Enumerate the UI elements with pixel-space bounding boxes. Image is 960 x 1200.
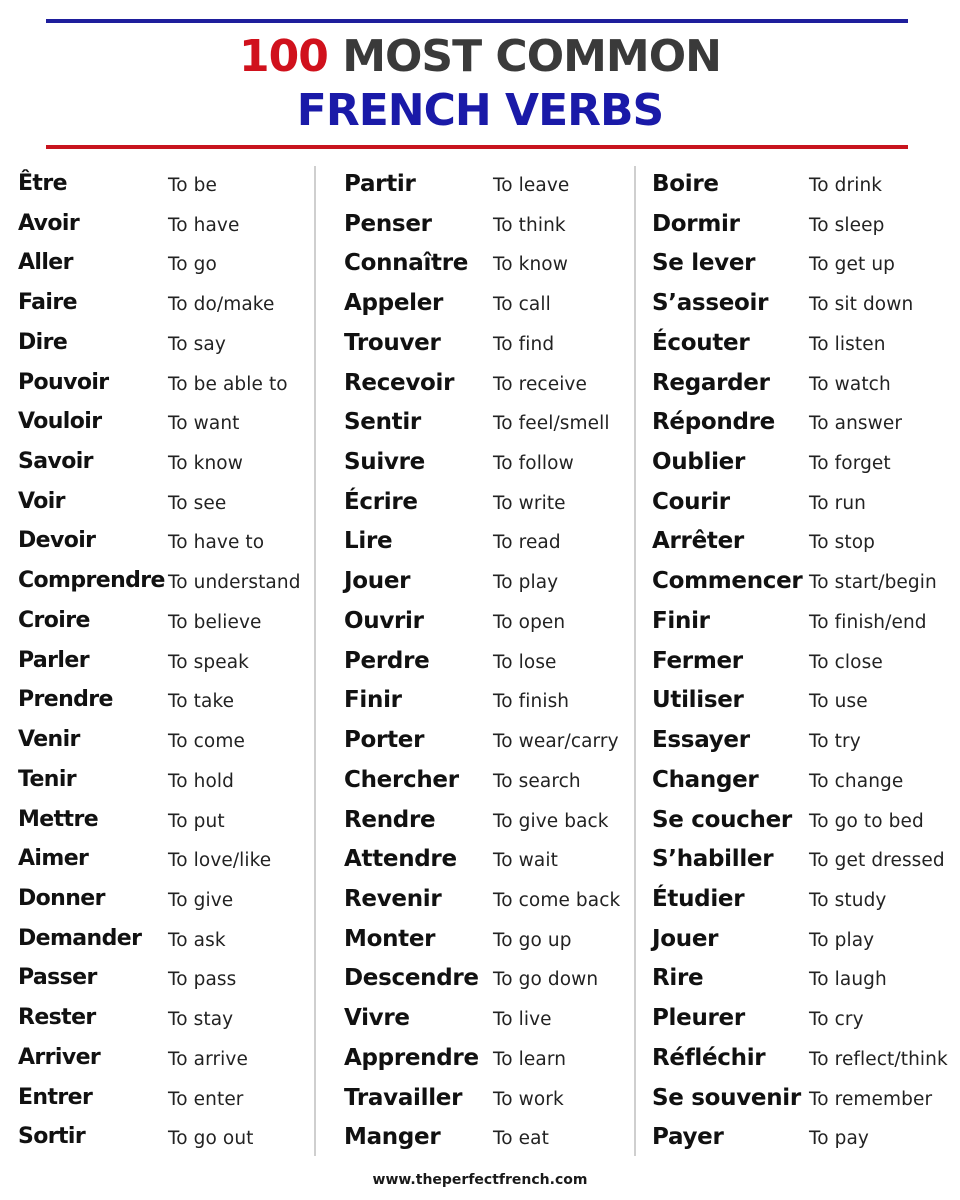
verb-row (18, 601, 312, 641)
verb-row (652, 363, 952, 403)
verb-row (18, 363, 312, 403)
english-translation: To get dressed (809, 850, 945, 872)
verb-row (344, 839, 630, 879)
verb-row (344, 1038, 630, 1078)
verb-row (18, 323, 312, 363)
english-translation: To reflect/think (809, 1048, 948, 1070)
verb-row (344, 323, 630, 363)
verb-row (344, 402, 630, 442)
verb-row (652, 1038, 952, 1078)
french-verb: Se coucher (652, 806, 792, 833)
english-translation: To have to (168, 532, 265, 554)
english-translation: To follow (493, 453, 574, 475)
english-translation: To finish (493, 691, 570, 713)
french-verb: Rendre (344, 806, 436, 833)
verb-row (652, 1117, 952, 1157)
verb-row (18, 760, 312, 800)
verb-column-2 (344, 164, 630, 1157)
french-verb: Attendre (344, 846, 457, 873)
french-verb: Lire (344, 528, 393, 555)
english-translation: To ask (168, 929, 226, 951)
verb-row (344, 204, 630, 244)
french-verb: Répondre (652, 409, 775, 436)
french-verb: Essayer (652, 727, 750, 754)
english-translation: To stay (168, 1009, 234, 1031)
verb-row (652, 164, 952, 204)
verb-row (652, 1078, 952, 1118)
french-verb: Sentir (344, 409, 421, 436)
french-verb: Arrêter (652, 528, 744, 555)
english-translation: To work (493, 1088, 564, 1110)
english-translation: To try (809, 731, 861, 753)
verb-row (344, 800, 630, 840)
english-translation: To start/begin (809, 572, 937, 594)
english-translation: To close (809, 651, 883, 673)
verb-row (18, 1117, 312, 1157)
french-verb: Donner (18, 885, 105, 911)
verb-row (344, 521, 630, 561)
french-verb: Commencer (652, 568, 803, 595)
english-translation: To receive (493, 373, 587, 395)
verb-row (344, 1117, 630, 1157)
french-verb: Vouloir (18, 409, 102, 435)
verb-row (344, 1078, 630, 1118)
english-translation: To sleep (809, 214, 885, 236)
english-translation: To change (809, 770, 904, 792)
top-rule (46, 19, 908, 23)
column-divider (634, 166, 636, 1156)
verb-row (344, 283, 630, 323)
french-verb: Arriver (18, 1044, 101, 1070)
english-translation: To think (493, 214, 566, 236)
english-translation: To use (809, 691, 868, 713)
french-verb: Jouer (652, 925, 719, 952)
verb-row (344, 164, 630, 204)
english-translation: To pass (168, 969, 237, 991)
english-translation: To understand (168, 572, 301, 594)
verb-row (652, 561, 952, 601)
french-verb: Croire (18, 607, 90, 633)
english-translation: To give back (493, 810, 609, 832)
english-translation: To know (168, 453, 243, 475)
english-translation: To speak (168, 651, 249, 673)
verb-row (652, 442, 952, 482)
verb-row (18, 800, 312, 840)
french-verb: Étudier (652, 885, 745, 912)
english-translation: To go down (493, 969, 599, 991)
verb-row (652, 482, 952, 522)
french-verb: Être (18, 171, 67, 196)
english-translation: To lose (493, 651, 557, 673)
english-translation: To have (168, 214, 240, 236)
french-verb: Sortir (18, 1124, 86, 1150)
french-verb: Finir (652, 607, 710, 634)
english-translation: To sit down (809, 294, 914, 316)
english-translation: To find (493, 333, 555, 355)
french-verb: Dire (18, 329, 68, 355)
french-verb: Courir (652, 488, 730, 515)
title-text: MOST COMMON (327, 31, 721, 82)
verb-row (344, 601, 630, 641)
verb-row (344, 879, 630, 919)
english-translation: To want (168, 413, 240, 435)
verb-row (344, 958, 630, 998)
french-verb: Penser (344, 210, 432, 237)
english-translation: To listen (809, 333, 886, 355)
french-verb: Parler (18, 647, 89, 673)
verb-row (18, 283, 312, 323)
verb-row (652, 839, 952, 879)
verb-row (18, 1078, 312, 1118)
verb-row (344, 243, 630, 283)
french-verb: Changer (652, 766, 759, 793)
english-translation: To play (809, 929, 875, 951)
verb-column-1 (18, 164, 312, 1157)
french-verb: Venir (18, 727, 80, 753)
verb-row (652, 204, 952, 244)
french-verb: Devoir (18, 528, 96, 554)
verb-row (344, 998, 630, 1038)
french-verb: Monter (344, 925, 436, 952)
french-verb: Faire (18, 290, 77, 316)
english-translation: To remember (809, 1088, 933, 1110)
french-verb: Comprendre (18, 568, 165, 594)
verb-row (18, 998, 312, 1038)
english-translation: To go to bed (809, 810, 924, 832)
french-verb: Demander (18, 925, 142, 951)
french-verb: Ouvrir (344, 607, 424, 634)
english-translation: To come back (493, 889, 621, 911)
verb-row (344, 482, 630, 522)
verb-row (18, 839, 312, 879)
verb-row (652, 680, 952, 720)
english-translation: To leave (493, 175, 570, 196)
french-verb: Aller (18, 250, 73, 276)
french-verb: Avoir (18, 210, 80, 236)
english-translation: To open (493, 611, 566, 633)
verb-row (18, 164, 312, 204)
french-verb: Se souvenir (652, 1084, 801, 1111)
french-verb: Passer (18, 965, 97, 991)
verb-row (652, 601, 952, 641)
verb-row (652, 720, 952, 760)
french-verb: Rester (18, 1005, 96, 1031)
english-translation: To eat (493, 1128, 549, 1150)
french-verb: Rire (652, 965, 704, 992)
verb-row (18, 561, 312, 601)
verb-row (652, 879, 952, 919)
english-translation: To watch (809, 373, 891, 395)
english-translation: To laugh (809, 969, 887, 991)
verb-row (344, 680, 630, 720)
french-verb: Revenir (344, 885, 442, 912)
french-verb: Savoir (18, 449, 93, 475)
verb-row (652, 958, 952, 998)
english-translation: To pay (809, 1128, 869, 1150)
verb-row (18, 204, 312, 244)
english-translation: To read (493, 532, 561, 554)
french-verb: Entrer (18, 1084, 93, 1110)
french-verb: Manger (344, 1124, 441, 1151)
french-verb: Réfléchir (652, 1044, 766, 1071)
french-verb: Pleurer (652, 1005, 745, 1032)
verb-row (344, 919, 630, 959)
english-translation: To hold (168, 770, 234, 792)
english-translation: To answer (809, 413, 903, 435)
column-divider (314, 166, 316, 1156)
french-verb: Finir (344, 687, 402, 714)
french-verb: Regarder (652, 369, 770, 396)
french-verb: S’asseoir (652, 290, 769, 317)
verb-row (344, 720, 630, 760)
french-verb: Fermer (652, 647, 743, 674)
verb-row (18, 442, 312, 482)
verb-row (652, 919, 952, 959)
french-verb: Dormir (652, 210, 740, 237)
english-translation: To search (493, 770, 581, 792)
french-verb: Utiliser (652, 687, 744, 714)
verb-row (652, 243, 952, 283)
title-number: 100 (239, 31, 328, 82)
french-verb: Voir (18, 488, 65, 514)
verb-row (652, 402, 952, 442)
verb-row (18, 958, 312, 998)
verb-row (18, 482, 312, 522)
english-translation: To go (168, 254, 217, 276)
french-verb: S’habiller (652, 846, 774, 873)
verb-row (652, 800, 952, 840)
english-translation: To know (493, 254, 568, 276)
english-translation: To study (809, 889, 887, 911)
verb-row (18, 521, 312, 561)
verb-row (344, 442, 630, 482)
english-translation: To go out (168, 1128, 254, 1150)
english-translation: To do/make (168, 294, 275, 316)
english-translation: To wear/carry (493, 731, 619, 753)
english-translation: To call (493, 294, 551, 316)
verb-row (652, 283, 952, 323)
french-verb: Boire (652, 171, 719, 197)
french-verb: Partir (344, 171, 416, 197)
french-verb: Perdre (344, 647, 430, 674)
english-translation: To be (168, 175, 217, 196)
french-verb: Recevoir (344, 369, 455, 396)
french-verb: Payer (652, 1124, 724, 1151)
verb-row (652, 323, 952, 363)
french-verb: Mettre (18, 806, 99, 832)
english-translation: To say (168, 333, 226, 355)
verb-row (652, 641, 952, 681)
english-translation: To learn (493, 1048, 567, 1070)
verb-row (18, 879, 312, 919)
verb-row (344, 561, 630, 601)
french-verb: Oublier (652, 449, 745, 476)
english-translation: To get up (809, 254, 895, 276)
english-translation: To live (493, 1009, 552, 1031)
english-translation: To see (168, 492, 227, 514)
french-verb: Descendre (344, 965, 479, 992)
french-verb: Écouter (652, 329, 750, 356)
verb-column-3 (652, 164, 952, 1157)
english-translation: To finish/end (809, 611, 927, 633)
french-verb: Connaître (344, 250, 469, 277)
verb-row (344, 760, 630, 800)
english-translation: To come (168, 731, 245, 753)
french-verb: Suivre (344, 449, 425, 476)
english-translation: To write (493, 492, 566, 514)
french-verb: Prendre (18, 687, 113, 713)
english-translation: To run (809, 492, 867, 514)
english-translation: To forget (809, 453, 891, 475)
verb-row (18, 243, 312, 283)
french-verb: Écrire (344, 488, 418, 515)
english-translation: To feel/smell (493, 413, 610, 435)
french-verb: Travailler (344, 1084, 463, 1111)
verb-row (18, 720, 312, 760)
bottom-rule (46, 145, 908, 149)
french-verb: Appeler (344, 290, 444, 317)
page-subtitle: FRENCH VERBS (296, 85, 664, 136)
page-title (0, 30, 960, 84)
verb-row (18, 919, 312, 959)
verb-row (344, 641, 630, 681)
english-translation: To give (168, 889, 234, 911)
verb-row (18, 402, 312, 442)
french-verb: Vivre (344, 1005, 410, 1032)
english-translation: To cry (809, 1009, 864, 1031)
verb-row (18, 641, 312, 681)
verb-row (18, 680, 312, 720)
english-translation: To put (168, 810, 225, 832)
verb-row (652, 998, 952, 1038)
french-verb: Se lever (652, 250, 756, 277)
verb-row (652, 760, 952, 800)
english-translation: To take (168, 691, 235, 713)
french-verb: Aimer (18, 846, 89, 872)
english-translation: To believe (168, 611, 262, 633)
french-verb: Trouver (344, 329, 441, 356)
french-verb: Porter (344, 727, 425, 754)
english-translation: To go up (493, 929, 572, 951)
english-translation: To wait (493, 850, 558, 872)
verb-row (344, 363, 630, 403)
english-translation: To be able to (168, 373, 288, 395)
footer-url: www.theperfectfrench.com (372, 1172, 588, 1188)
english-translation: To stop (809, 532, 876, 554)
french-verb: Chercher (344, 766, 459, 793)
english-translation: To arrive (168, 1048, 248, 1070)
french-verb: Apprendre (344, 1044, 479, 1071)
verb-row (18, 1038, 312, 1078)
english-translation: To love/like (168, 850, 272, 872)
verb-row (652, 521, 952, 561)
english-translation: To play (493, 572, 559, 594)
french-verb: Pouvoir (18, 369, 109, 395)
english-translation: To drink (809, 175, 883, 196)
english-translation: To enter (168, 1088, 244, 1110)
french-verb: Jouer (344, 568, 411, 595)
french-verb: Tenir (18, 766, 77, 792)
